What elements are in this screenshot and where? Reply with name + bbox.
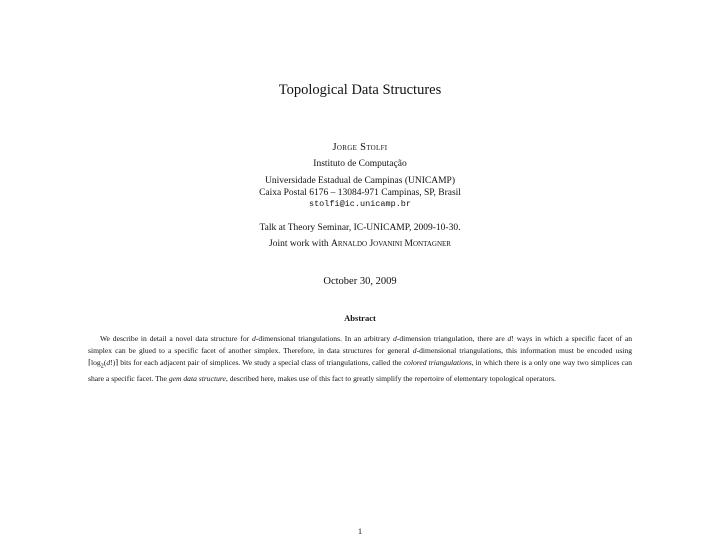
paper-title: Topological Data Structures (278, 82, 442, 98)
author-name: Jorge Stolfi (332, 142, 388, 153)
abstract-text: ( (103, 358, 107, 368)
paper-date: October 30, 2009 (323, 276, 397, 287)
math-d: d (106, 358, 111, 368)
abstract-heading: Abstract (344, 313, 376, 323)
joint-prefix: Joint work with (269, 239, 332, 249)
math-subscript: 2 (100, 362, 104, 370)
abstract-text: , in which there is a only one way two simplices can share a specific facet. The (88, 358, 632, 384)
abstract-text: !)⌉ bits for each adjacent pair of simplices. We study a special class of triangulations, called the (110, 358, 404, 368)
joint-work-note (0, 238, 720, 250)
affiliation-postal: Caixa Postal 6176 – 13084-971 Campinas, SP, Brasil (259, 188, 461, 198)
abstract-text: , described here, makes use of this fact to greatly simplify the repertoire of elementary topological operators. (225, 374, 556, 384)
talk-note: Talk at Theory Seminar, IC-UNICAMP, 2009-10-30. (259, 223, 461, 233)
abstract-text: -dimensional triangulations. In an arbitrary (255, 334, 394, 343)
page-number: 1 (357, 526, 363, 536)
abstract-text: -dimensional triangulations, this information must be encoded using ⌈log (88, 346, 632, 368)
math-d: d (252, 334, 256, 343)
math-d: d (412, 346, 417, 356)
affiliation-university: Universidade Estadual de Campinas (UNICAMP) (265, 176, 455, 186)
math-d: d (393, 334, 397, 343)
abstract-text: ! ways in which a specific facet of an simplex can be glued to a specific facet of another simplex. Therefore, in data structures for general (88, 334, 632, 356)
abstract-text: We describe in detail a novel data structure for (100, 334, 252, 343)
term-colored-triangulations: colored triangulations (403, 358, 472, 368)
abstract-text: -dimension triangulation, there are (396, 334, 508, 343)
math-d: d (507, 334, 512, 343)
author-email[interactable]: stolfi@ic.unicamp.br (308, 199, 412, 209)
term-gem-data-structure: gem data structure (168, 374, 226, 384)
abstract-body (88, 333, 632, 385)
affiliation-institute: Instituto de Computação (313, 159, 407, 169)
coauthor-name: Arnaldo Jovanini Montagner (331, 239, 451, 249)
